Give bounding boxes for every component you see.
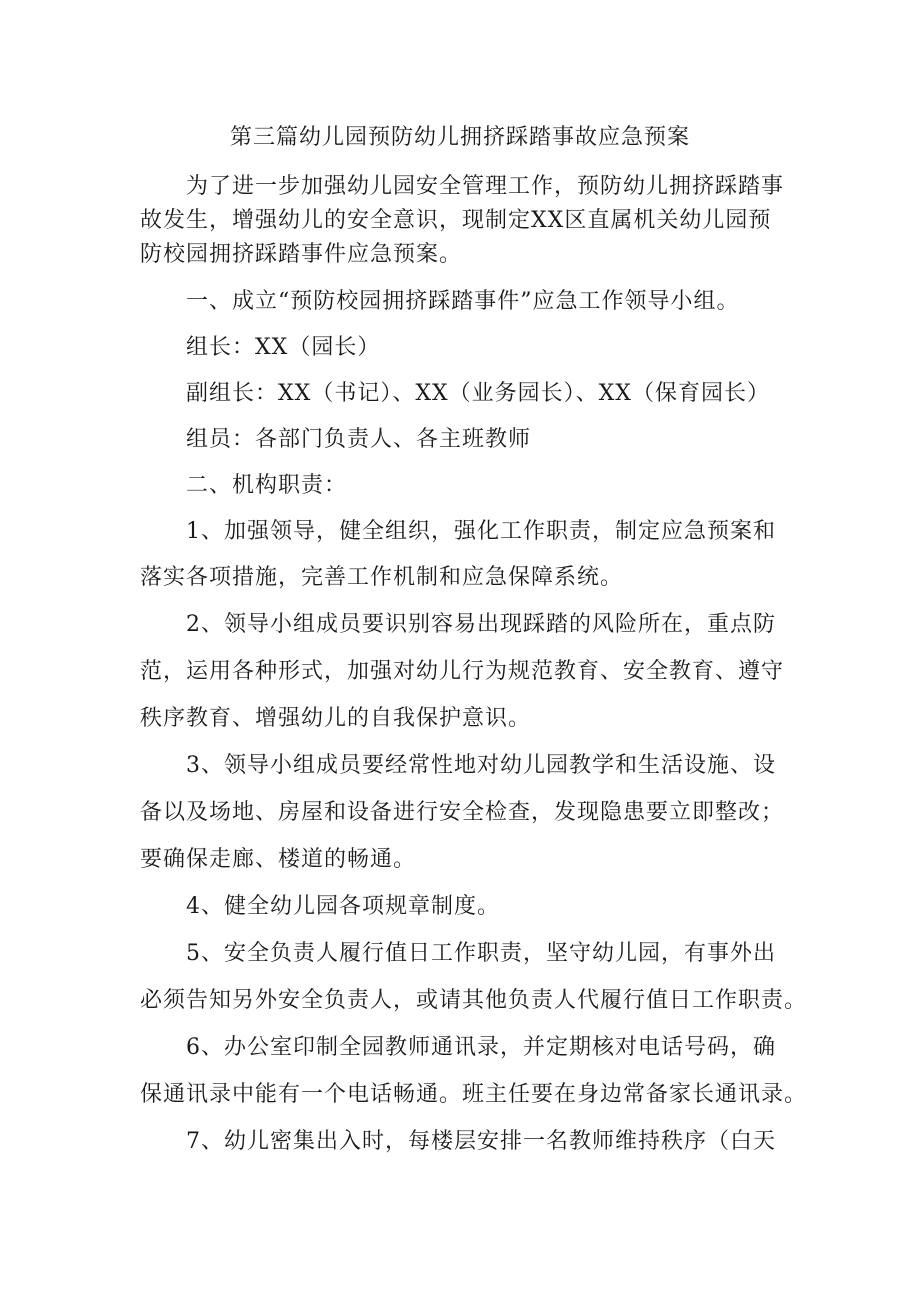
paragraph-line: 4、健全幼儿园各项规章制度。 [186,894,500,919]
section-heading: 二、机构职责： [186,473,348,498]
section-heading: 一、成立“预防校园拥挤踩踏事件”应急工作领导小组。 [186,289,740,314]
paragraph-line: 落实各项措施，完善工作机制和应急保障系统。 [140,565,624,590]
document-title: 第三篇幼儿园预防幼儿拥挤踩踏事故应急预案 [229,125,690,150]
paragraph-line: 保通讯录中能有一个电话畅通。班主任要在身边常备家长通讯录。 [140,1082,808,1107]
paragraph-line: 秩序教育、增强幼儿的自我保护意识。 [140,706,532,731]
paragraph-line: 1、加强领导，健全组织，强化工作职责，制定应急预案和 [186,519,776,544]
paragraph-line: 组长：XX（园长） [186,335,381,360]
paragraph-line: 要确保走廊、楼道的畅通。 [140,847,417,872]
paragraph-line: 7、幼儿密集出入时，每楼层安排一名教师维持秩序（白天 [186,1129,776,1154]
paragraph-line: 5、安全负责人履行值日工作职责，坚守幼儿园，有事外出 [186,941,776,966]
paragraph-line: 组员：各部门负责人、各主班教师 [186,427,532,452]
paragraph-line: 备以及场地、房屋和设备进行安全检查，发现隐患要立即整改； [140,800,785,825]
paragraph-line: 副组长：XX（书记）、XX（业务园长）、XX（保育园长） [186,381,770,406]
paragraph-line: 范，运用各种形式，加强对幼儿行为规范教育、安全教育、遵守 [140,659,785,684]
paragraph-line: 必须告知另外安全负责人，或请其他负责人代履行值日工作职责。 [140,988,808,1013]
paragraph-line: 为了进一步加强幼儿园安全管理工作，预防幼儿拥挤踩踏事 [186,174,785,199]
paragraph-line: 6、办公室印制全园教师通讯录，并定期核对电话号码，确 [186,1035,776,1060]
paragraph-line: 故发生，增强幼儿的安全意识，现制定XX区直属机关幼儿园预 [140,208,772,233]
paragraph-line: 防校园拥挤踩踏事件应急预案。 [140,242,463,267]
paragraph-line: 3、领导小组成员要经常性地对幼儿园教学和生活设施、设 [186,753,776,778]
paragraph-line: 2、领导小组成员要识别容易出现踩踏的风险所在，重点防 [186,612,776,637]
